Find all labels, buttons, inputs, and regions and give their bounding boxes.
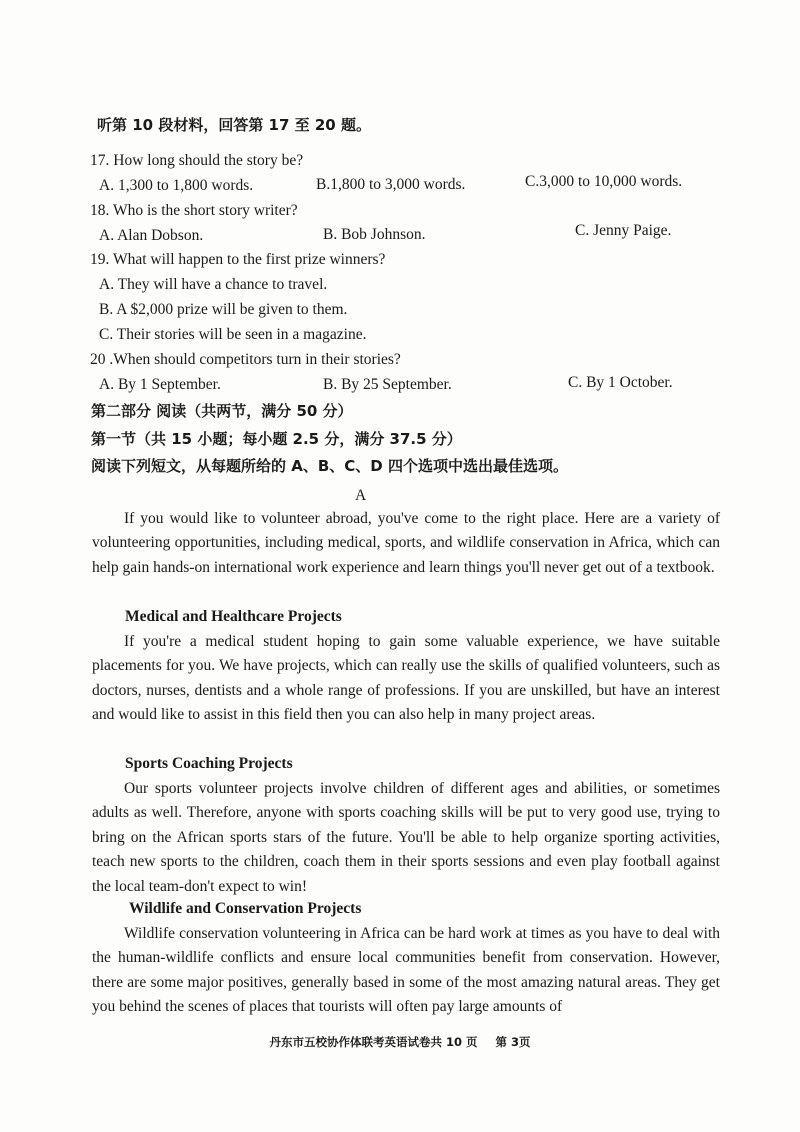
reading-instructions: 阅读下列短文，从每题所给的 A、B、C、D 四个选项中选出最佳选项。 [91,457,568,475]
question-17-option-a: A. 1,300 to 1,800 words. [99,177,254,194]
section-heading-wildlife: Wildlife and Conservation Projects [129,900,362,917]
passage-label: A [355,487,367,504]
question-20-option-b: B. By 25 September. [323,376,452,393]
question-17-option-c: C.3,000 to 10,000 words. [525,173,683,190]
question-17-option-b: B.1,800 to 3,000 words. [316,176,466,193]
question-17-stem: 17. How long should the story be? [90,152,304,169]
section-text-wildlife: Wildlife conservation volunteering in Africa can be hard work at times as you have to deal with the human-wildlife conflicts and ensure local communities benefit from conservation. However, there are some major positives, generally based in some of the most amazing natural areas. They get you behind the scenes of places that tourists will often pay large amounts of [92,925,720,1016]
question-18-option-a: A. Alan Dobson. [99,227,204,244]
intro-paragraph: If you would like to volunteer abroad, you've come to the right place. Here are a variety of volunteering opportunities, including medical, sports, and wildlife conservation in Africa, which can help gain hands-on international work experience and learn things you'll never get out of a textbook. [92,510,720,576]
question-19-option-b: B. A $2,000 prize will be given to them. [99,301,348,318]
section-text-sports: Our sports volunteer projects involve children of different ages and abilities, or sometimes adults as well. Therefore, anyone with sports coaching skills will be put to very good use, trying to bring on the African sports stars of the future. You'll be able to help organize sporting activities, teach new sports to the children, coach them in their sports sessions and even play football against the local team-don't expect to win! [92,780,720,895]
part-two-title: 第二部分 阅读（共两节，满分 50 分） [91,402,353,420]
question-20-option-c: C. By 1 October. [568,374,673,391]
question-19-option-c: C. Their stories will be seen in a magazine. [99,326,367,343]
footer-page-number: 第 3页 [495,1035,531,1049]
section-text-medical: If you're a medical student hoping to gain some valuable experience, we have suitable placements for you. We have projects, which can really use the skills of qualified volunteers, such as doctors, nurses, dentists and a whole range of professions. If you are unskilled, but have an interest and would like to assist in this field then you can also help in many project areas. [92,633,720,724]
question-20-option-a: A. By 1 September. [99,376,221,393]
listening-section-header: 听第 10 段材料，回答第 17 至 20 题。 [97,116,371,134]
section-one-title: 第一节（共 15 小题；每小题 2.5 分，满分 37.5 分） [91,430,462,448]
question-19-option-a: A. They will have a chance to travel. [99,276,328,293]
question-20-stem: 20 .When should competitors turn in their stories? [90,351,401,368]
question-18-option-b: B. Bob Johnson. [323,226,426,243]
footer-exam-info: 丹东市五校协作体联考英语试卷共 10 页 [269,1035,478,1049]
question-18-stem: 18. Who is the short story writer? [90,202,298,219]
page-footer [0,1034,800,1050]
question-18-option-c: C. Jenny Paige. [575,222,672,239]
question-19-stem: 19. What will happen to the first prize winners? [90,251,386,268]
section-heading-medical: Medical and Healthcare Projects [125,608,342,625]
section-heading-sports: Sports Coaching Projects [125,755,293,772]
